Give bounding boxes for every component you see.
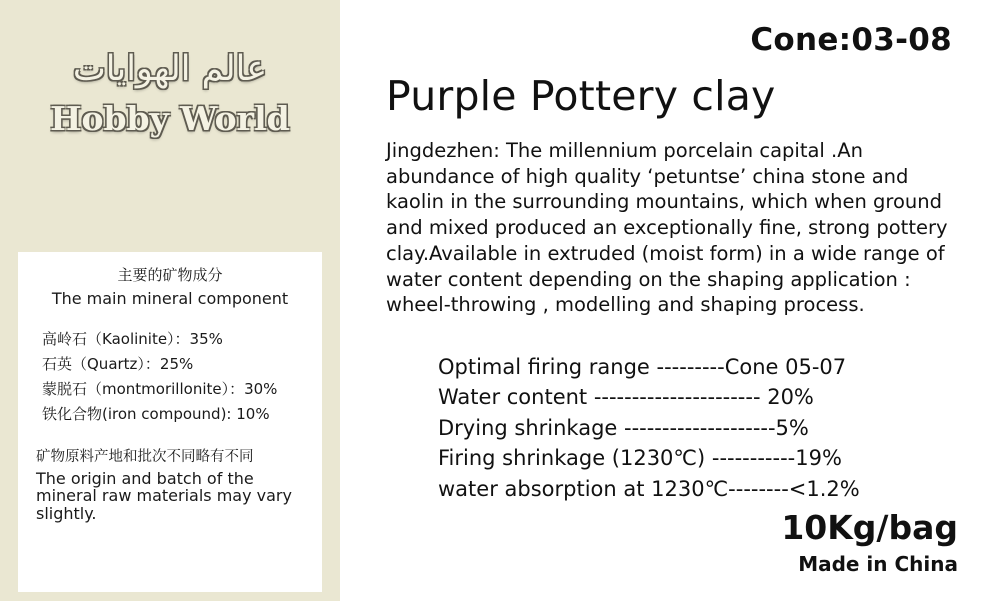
mineral-row: 蒙脱石（montmorillonite）：30%: [42, 379, 278, 398]
product-title: Purple Pottery clay: [386, 72, 776, 120]
cone-code: Cone:03-08: [750, 22, 952, 58]
mineral-row: 高岭石（Kaolinite）：35%: [42, 329, 223, 348]
spec-row: water absorption at 1230℃--------<1.2%: [438, 476, 860, 501]
mineral-title-english: The main mineral component: [51, 288, 289, 308]
spec-row: Water content ---------------------- 20%: [438, 385, 814, 410]
brand-block: [0, 50, 340, 138]
mineral-row: 铁化合物(iron compound): 10%: [42, 404, 270, 423]
brand-arabic-name: عالم الهوايات: [72, 49, 268, 89]
spec-row: Firing shrinkage (1230℃) -----------19%: [438, 446, 842, 471]
spec-row: Optimal firing range ---------Cone 05-07: [438, 355, 847, 379]
right-panel: [340, 0, 1000, 601]
left-panel: [0, 0, 340, 601]
mineral-note-chinese: 矿物原料产地和批次不同略有不同: [36, 448, 254, 465]
mineral-note-english: The origin and batch of the mineral raw materials may vary slightly.: [36, 468, 292, 524]
mineral-title-chinese: 主要的矿物成分: [117, 266, 223, 284]
spec-list: [438, 352, 978, 504]
spec-row: Drying shrinkage --------------------5%: [438, 415, 809, 440]
mineral-composition-card: [18, 252, 322, 592]
brand-english-name: Hobby World: [50, 98, 290, 138]
net-weight: 10Kg/bag: [781, 508, 958, 547]
mineral-note: [34, 447, 306, 524]
country-of-origin: Made in China: [798, 552, 958, 576]
mineral-row: 石英（Quartz）：25%: [42, 354, 194, 373]
product-description: Jingdezhen: The millennium porcelain capital .An abundance of high quality ‘petuntse’ china stone and kaolin in the surrounding mountains, which when ground and mixed produced an exceptionally fine, strong pottery clay.Available in extruded (moist form) in a wide range of water content depending on the shaping application : wheel-throwing , modelling and shaping process.: [386, 139, 948, 317]
